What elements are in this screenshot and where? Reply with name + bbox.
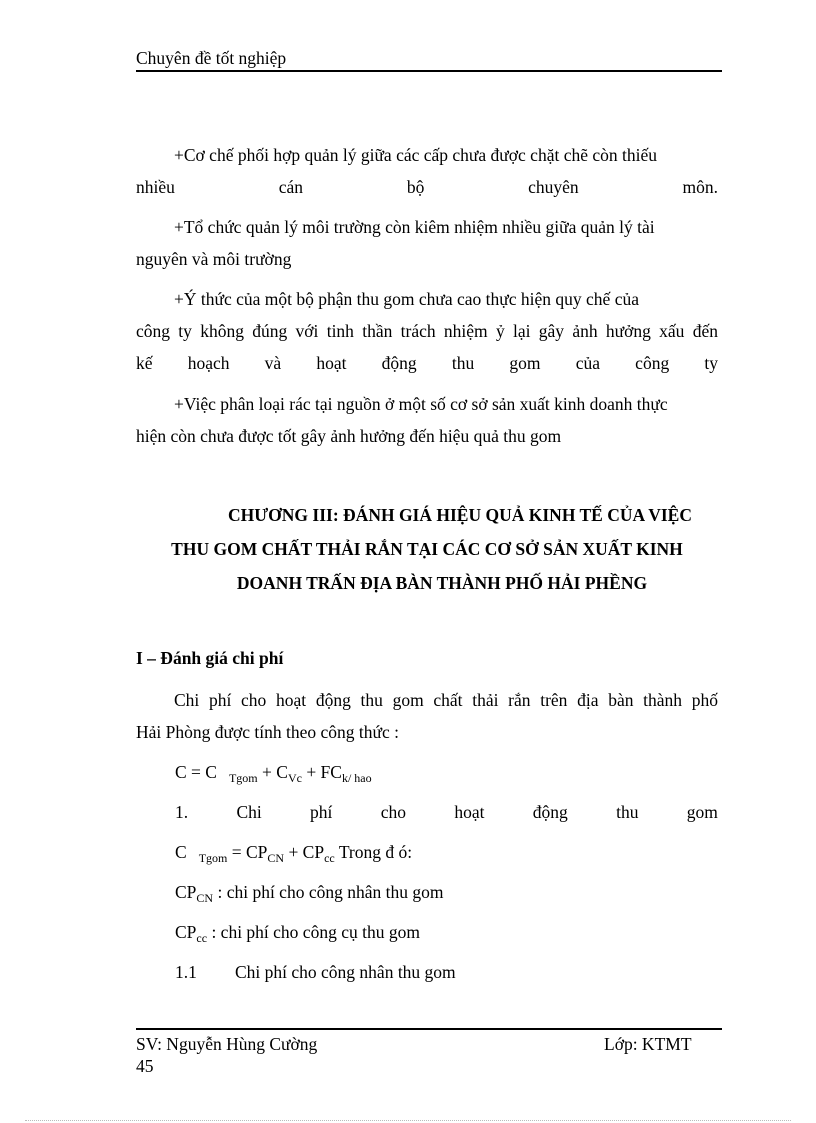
p3-line-3: kế hoạch và hoạt động thu gom của công ty [136, 353, 718, 373]
p2-line-1: +Tổ chức quản lý môi trường còn kiêm nhiệm nhiều giữa quản lý tài [174, 217, 655, 237]
item-1-word: gom [686, 802, 718, 822]
page-number: 45 [136, 1056, 154, 1076]
formula2-sub-tgom: Tgom [198, 851, 228, 865]
cost-formula [175, 762, 372, 786]
chapter-heading-line-3: DOANH TRẤN ĐỊA BÀN THÀNH PHỐ HẢI PHỀNG [236, 573, 648, 593]
header-title: Chuyên đề tốt nghiệp [136, 48, 287, 68]
item-1-word: hoạt [454, 802, 485, 822]
paragraph-3 [136, 283, 718, 315]
p2-line-2: nguyên và môi trường [136, 249, 292, 269]
item-1-word: Chi [236, 802, 262, 822]
formula-plus-fc: + FC [306, 762, 342, 782]
def-cc-cp: CP [175, 922, 197, 942]
def-cc-text: : chi phí cho công cụ thu gom [211, 922, 420, 942]
footer-rule [136, 1028, 722, 1030]
p4-line-2: hiện còn chưa được tốt gây ảnh hưởng đến hiệu quả thu gom [136, 426, 562, 446]
item-1-word: cho [380, 802, 407, 822]
paragraph-3-line-2 [136, 315, 718, 347]
p3-line-2: công ty không đúng với tinh thần trách nhiệm ỷ lại gây ảnh hưởng xấu đến [136, 321, 718, 341]
def-cn-text: : chi phí cho công nhân thu gom [217, 882, 444, 902]
paragraph-2-line-2 [136, 243, 718, 275]
page-edge [25, 1120, 791, 1121]
paragraph-2 [136, 211, 718, 243]
item-1-word: thu [616, 802, 639, 822]
p4-line-1: +Việc phân loại rác tại nguồn ở một số cơ sở sản xuất kinh doanh thực [174, 394, 668, 414]
formula-lhs: C = C [175, 762, 217, 782]
formula-sub-vc: Vc [287, 771, 302, 785]
section-title: I – Đánh giá chi phí [136, 648, 284, 668]
p1-line-2: nhiều cán bộ chuyên môn. [136, 177, 718, 197]
formula2-plus: + CP [288, 842, 325, 862]
item-1-number: 1. [175, 802, 189, 822]
formula-plus-c: + C [262, 762, 288, 782]
def-cc-sub: cc [196, 931, 208, 945]
item-1-1-text: Chi phí cho công nhân thu gom [235, 962, 456, 982]
p3-line-1: +Ý thức của một bộ phận thu gom chưa cao thực hiện quy chế của [174, 289, 639, 309]
formula2-sub-cc: cc [324, 851, 335, 865]
paragraph-3-line-3 [136, 347, 718, 379]
item-1-1-number: 1.1 [175, 962, 197, 982]
def-cn-cp: CP [175, 882, 197, 902]
definition-cn [175, 882, 443, 906]
definition-cc [175, 922, 420, 946]
formula2-eq: = CP [231, 842, 268, 862]
paragraph-4-line-2 [136, 420, 718, 452]
item-1-heading [175, 802, 718, 823]
formula2-sub-cn: CN [267, 851, 285, 865]
formula2-tail: Trong đ ó: [338, 842, 413, 862]
footer-student: SV: Nguyễn Hùng Cường [136, 1034, 318, 1054]
collection-formula [175, 842, 412, 866]
paragraph-4 [136, 388, 718, 420]
item-1-word: động [532, 802, 568, 822]
header-rule [136, 70, 722, 72]
formula2-c: C [175, 842, 187, 862]
chapter-heading-line-1: CHƯƠNG III: ĐÁNH GIÁ HIỆU QUẢ KINH TẾ CỦA VIỆC [228, 505, 692, 525]
paragraph-1-line-2 [136, 171, 718, 203]
def-cn-sub: CN [196, 891, 214, 905]
chapter-heading-line-2: THU GOM CHẤT THẢI RẮN TẠI CÁC CƠ SỞ SẢN XUẤT KINH [171, 539, 683, 559]
p1-line-1: +Cơ chế phối hợp quản lý giữa các cấp chưa được chặt chẽ còn thiếu [174, 145, 657, 165]
intro-line-1: Chi phí cho hoạt động thu gom chất thải rắn trên địa bàn thành phố [174, 690, 718, 710]
paragraph-1 [136, 139, 718, 171]
item-1-1-heading [175, 962, 456, 983]
formula-sub-khao: k/ hao [341, 771, 372, 785]
formula-sub-tgom: Tgom [228, 771, 258, 785]
section-intro-line-2 [136, 716, 718, 748]
item-1-word: phí [310, 802, 333, 822]
footer-class: Lớp: KTMT [604, 1034, 692, 1054]
section-intro [136, 684, 718, 716]
intro-line-2: Hải Phòng được tính theo công thức : [136, 722, 399, 742]
